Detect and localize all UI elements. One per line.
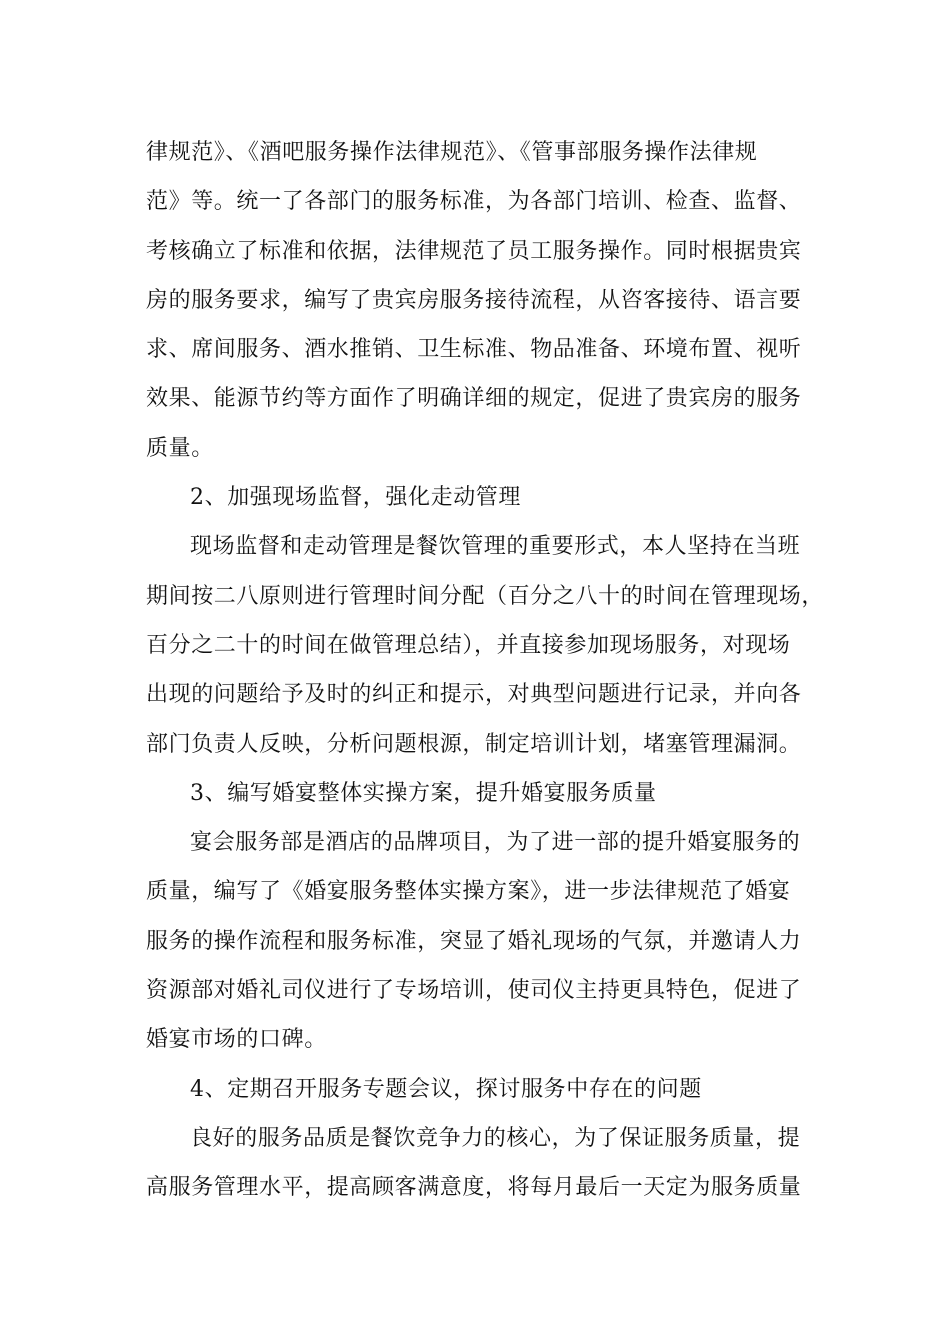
text-line: 良好的服务品质是餐饮竞争力的核心，为了保证服务质量，提 (190, 1125, 801, 1151)
text-line: 部门负责人反映，分析问题根源，制定培训计划，堵塞管理漏洞。 (146, 731, 802, 757)
text-line: 2、加强现场监督，强化走动管理 (190, 485, 521, 511)
text-line: 求、席间服务、酒水推销、卫生标准、物品准备、环境布置、视听 (146, 337, 802, 363)
document-body (146, 128, 825, 1213)
text-line: 期间按二八原则进行管理时间分配（百分之八十的时间在管理现场， (146, 583, 825, 609)
text-line: 出现的问题给予及时的纠正和提示，对典型问题进行记录，并向各 (146, 682, 802, 708)
text-line: 4、定期召开服务专题会议，探讨服务中存在的问题 (190, 1076, 702, 1102)
text-line: 资源部对婚礼司仪进行了专场培训，使司仪主持更具特色，促进了 (146, 978, 802, 1004)
text-line: 考核确立了标准和依据，法律规范了员工服务操作。同时根据贵宾 (146, 238, 802, 264)
text-line: 高服务管理水平，提高顾客满意度，将每月最后一天定为服务质量 (146, 1175, 802, 1201)
text-line: 质量。 (146, 435, 214, 461)
text-line: 宴会服务部是酒店的品牌项目，为了进一部的提升婚宴服务的 (190, 830, 801, 856)
text-line: 范》等。统一了各部门的服务标准，为各部门培训、检查、监督、 (146, 189, 802, 215)
text-line: 房的服务要求，编写了贵宾房服务接待流程，从咨客接待、语言要 (146, 287, 802, 313)
text-line: 3、编写婚宴整体实操方案，提升婚宴服务质量 (190, 780, 657, 806)
text-line: 律规范》、《酒吧服务操作法律规范》、《管事部服务操作法律规 (146, 140, 758, 165)
text-line: 质量，编写了《婚宴服务整体实操方案》，进一步法律规范了婚宴 (146, 879, 791, 905)
text-line: 服务的操作流程和服务标准，突显了婚礼现场的气氛，并邀请人力 (146, 928, 802, 954)
text-line: 婚宴市场的口碑。 (146, 1027, 327, 1053)
text-line: 百分之二十的时间在做管理总结），并直接参加现场服务，对现场 (146, 632, 791, 658)
text-line: 现场监督和走动管理是餐饮管理的重要形式，本人坚持在当班 (190, 534, 801, 560)
text-line: 效果、能源节约等方面作了明确详细的规定，促进了贵宾房的服务 (146, 386, 802, 412)
